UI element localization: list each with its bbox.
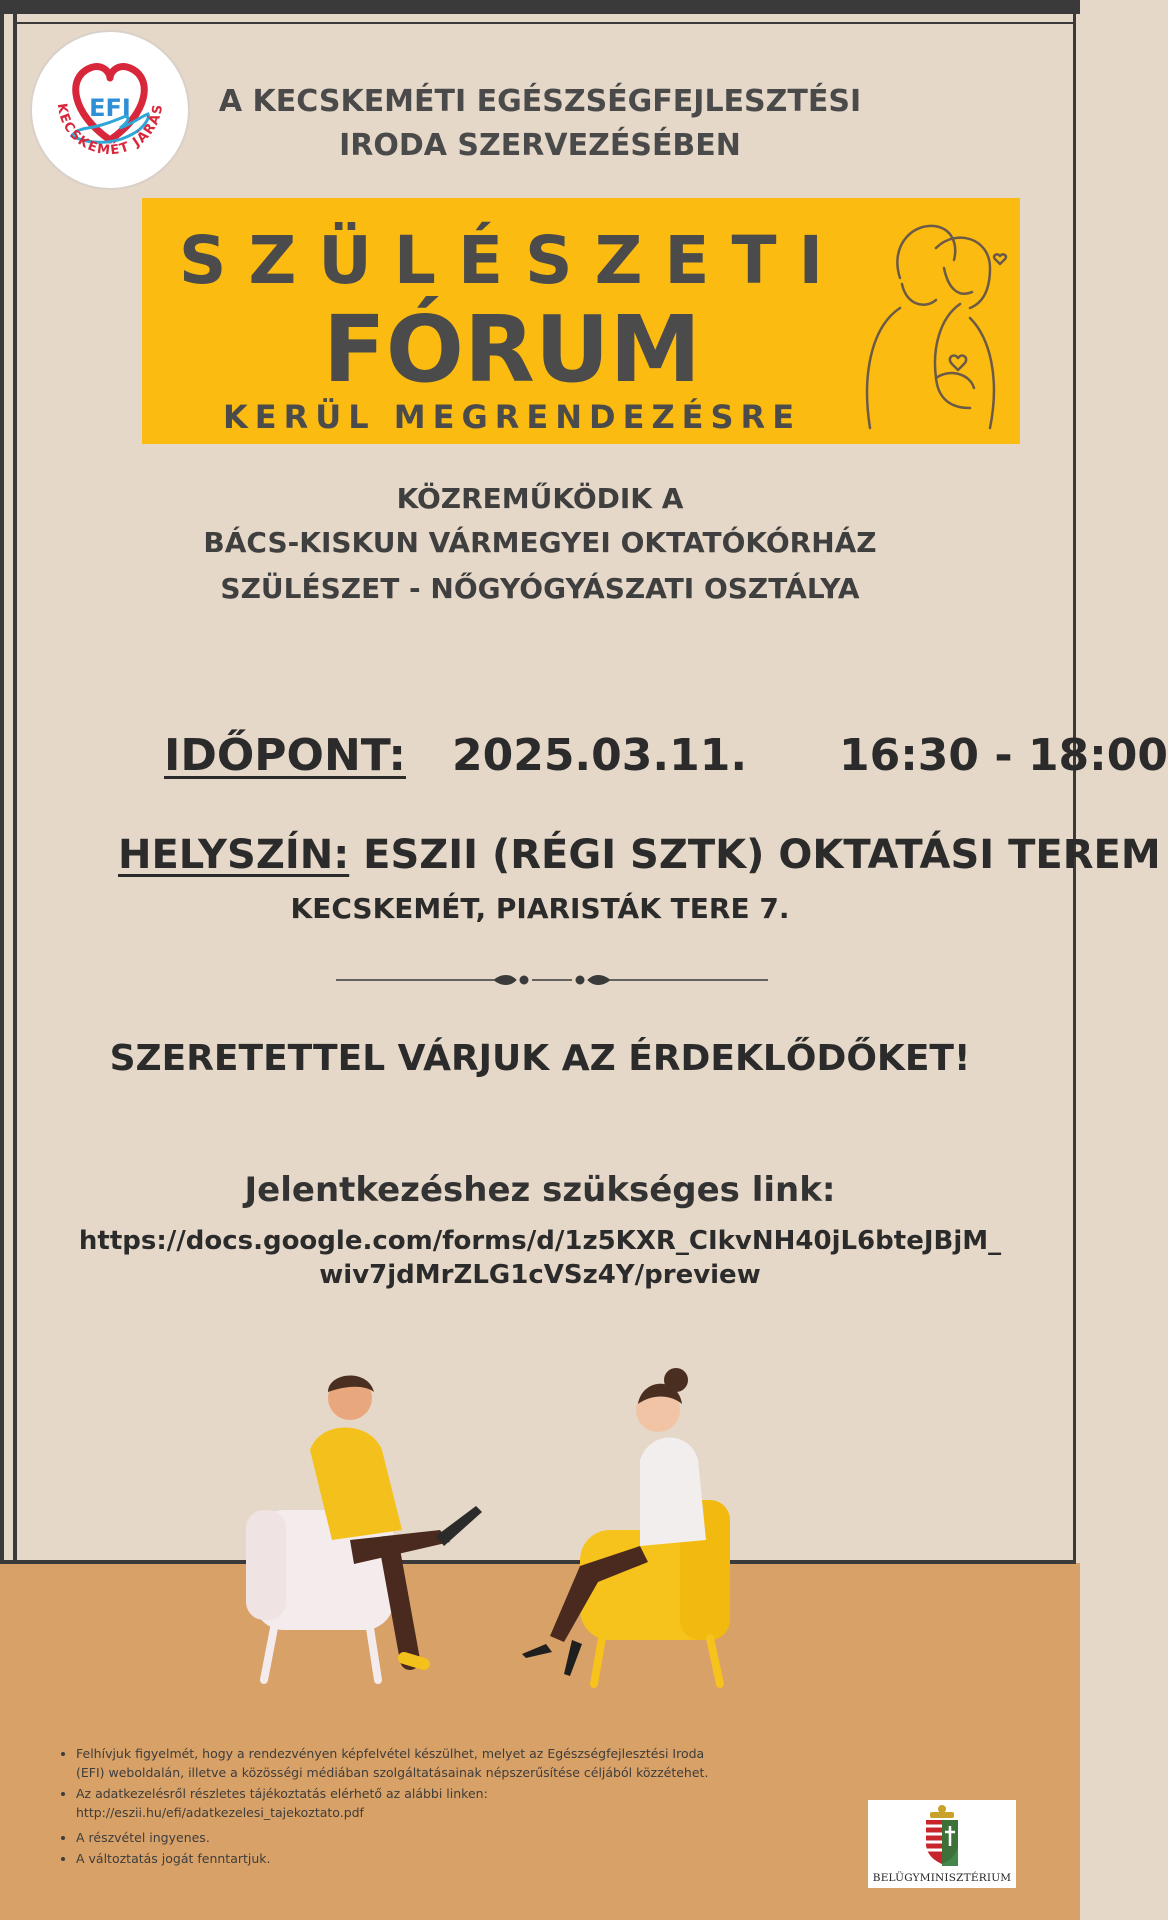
small-heart-icon <box>994 254 1006 264</box>
note-item: • Az adatkezelésről részletes tájékoztatás elérhető az alábbi linken: http://eszii.hu/efi/adatkezelesi_tajekoztato.pdf <box>76 1784 718 1822</box>
ornamental-divider <box>336 968 768 992</box>
small-heart-icon <box>950 356 966 370</box>
location-label: HELYSZÍN: <box>118 832 350 878</box>
event-date: 2025.03.11. <box>451 730 748 781</box>
banner-title-1: SZÜLÉSZETI <box>178 222 846 299</box>
event-time: 16:30 - 18:00 <box>838 730 1168 781</box>
banner-title-2: FÓRUM <box>322 296 702 403</box>
location-name: ESZII (RÉGI SZTK) OKTATÁSI TEREM <box>363 832 1161 878</box>
organizer-line-1: A KECSKEMÉTI EGÉSZSÉGFEJLESZTÉSI <box>218 84 862 119</box>
privacy-link[interactable]: http://eszii.hu/efi/adatkezelesi_tajekoztato.pdf <box>76 1805 364 1820</box>
organizer-line-2: IRODA SZERVEZÉSÉBEN <box>339 128 741 163</box>
cooperation-line-2: BÁCS-KISKUN VÁRMEGYEI OKTATÓKÓRHÁZ <box>203 526 877 559</box>
location-address: KECSKEMÉT, PIARISTÁK TERE 7. <box>290 892 790 925</box>
frame-right <box>1073 0 1076 1563</box>
date-label: IDŐPONT: <box>164 730 406 781</box>
registration-label: Jelentkezéshez szükséges link: <box>244 1170 836 1210</box>
frame-left-outer <box>0 0 4 1563</box>
cooperation-line-3: SZÜLÉSZET - NŐGYÓGYÁSZATI OSZTÁLYA <box>220 572 860 605</box>
coat-of-arms-icon <box>926 1805 958 1866</box>
welcome-message: SZERETETTEL VÁRJUK AZ ÉRDEKLŐDŐKET! <box>109 1038 971 1079</box>
registration-link-line-1[interactable]: https://docs.google.com/forms/d/1z5KXR_CIkvNH40jL6bteJBjM_ <box>78 1226 1002 1256</box>
note-item: • A változtatás jogát fenntartjuk. <box>76 1849 718 1868</box>
frame-top-inner <box>17 22 1073 24</box>
cooperation-line-1: KÖZREMŰKÖDIK A <box>396 482 684 515</box>
event-location <box>118 832 1161 878</box>
ministry-name: BELÜGYMINISZTÉRIUM <box>872 1872 1012 1884</box>
couple-illustration <box>840 208 1020 438</box>
event-datetime <box>164 730 1168 781</box>
logo-ring-text: KECSKEMÉT JÁRÁS <box>53 102 167 159</box>
footnotes <box>58 1744 718 1870</box>
ministry-logo <box>868 1800 1016 1888</box>
frame-top <box>0 0 1080 14</box>
logo-letters: EFI <box>89 94 131 122</box>
banner-subtitle: KERÜL MEGRENDEZÉSRE <box>222 398 802 436</box>
note-item: • A részvétel ingyenes. <box>76 1828 718 1847</box>
white-armchair <box>246 1510 394 1680</box>
frame-left-inner <box>13 14 17 1563</box>
conversation-illustration <box>240 1340 840 1700</box>
registration-link-line-2[interactable]: wiv7jdMrZLG1cVSz4Y/preview <box>319 1260 761 1290</box>
note-item: • Felhívjuk figyelmét, hogy a rendezvényen képfelvétel készülhet, melyet az Egészségfejlesztési Iroda (EFI) weboldalán, illetve a közösségi médiában szolgáltatásainak népszerűsítése céljából közzétehet. <box>76 1744 718 1782</box>
